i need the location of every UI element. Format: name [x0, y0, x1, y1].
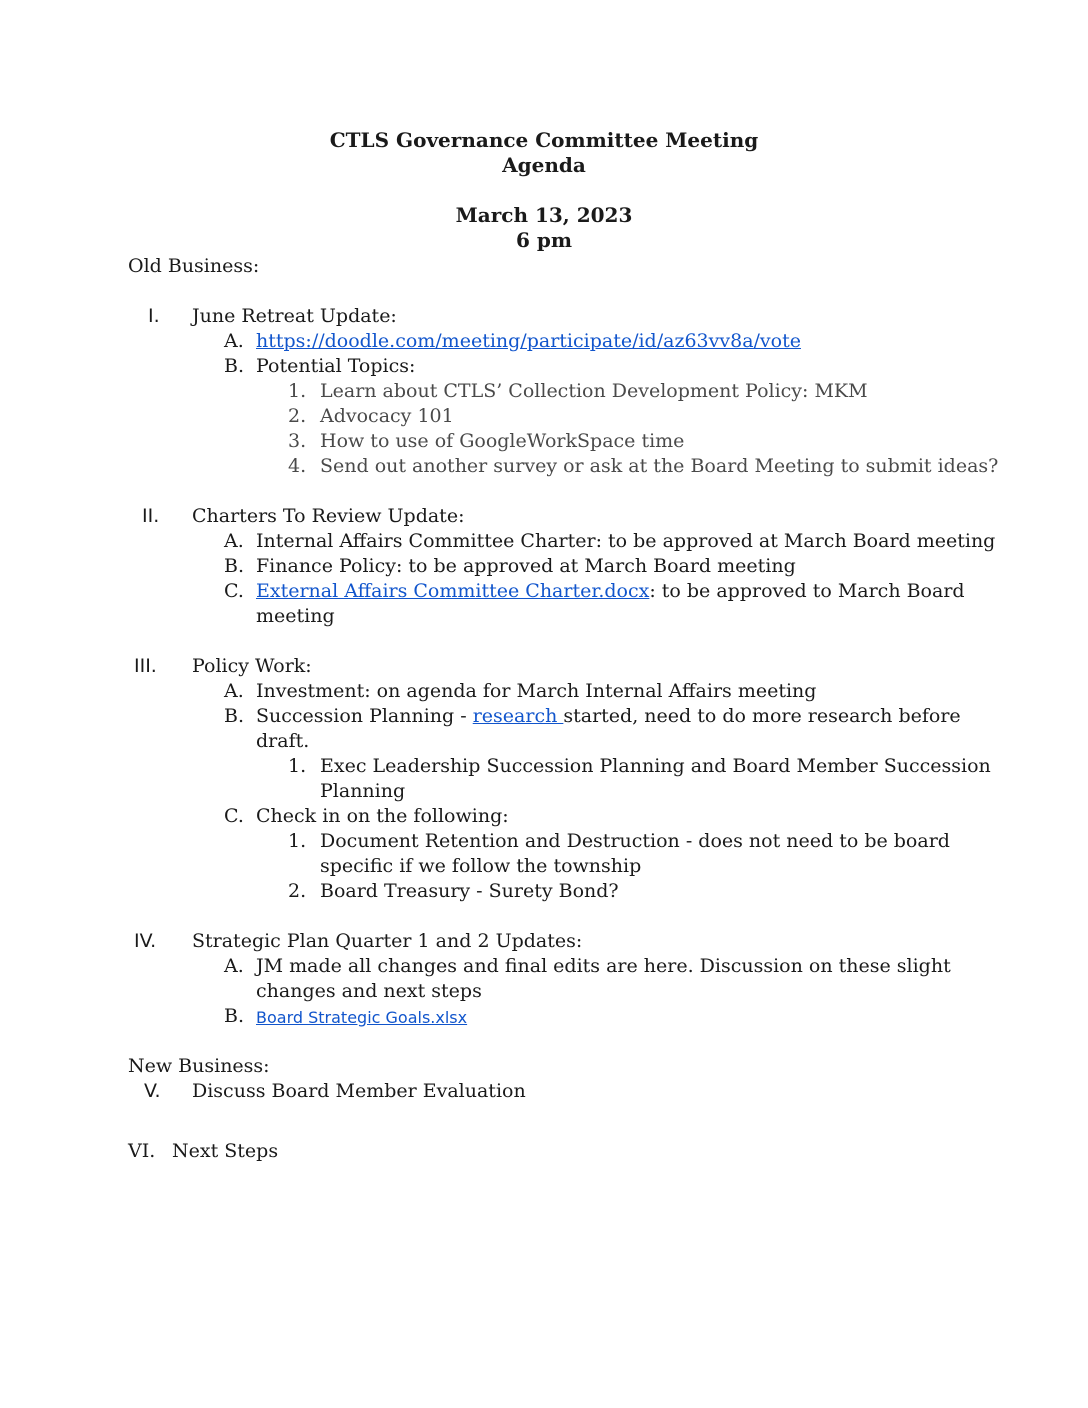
- sub-number: 1.: [288, 755, 307, 777]
- doodle-link[interactable]: https://doodle.com/meeting/participate/id/az63vv8a/vote: [256, 330, 801, 352]
- topic-number: 4.: [288, 455, 307, 477]
- item-letter: A.: [224, 955, 244, 977]
- item-letter: C.: [224, 580, 244, 602]
- item-text: Internal Affairs Committee Charter: to be approved at March Board meeting: [256, 530, 996, 552]
- section-numeral: III.: [134, 655, 157, 677]
- topic-number: 1.: [288, 380, 307, 402]
- item-letter: B.: [224, 1005, 245, 1027]
- meeting-date: March 13, 2023: [455, 203, 633, 227]
- sub-text: Board Treasury - Surety Bond?: [320, 880, 619, 902]
- page-subtitle: Agenda: [502, 153, 586, 177]
- item-text: Investment: on agenda for March Internal Affairs meeting: [256, 680, 817, 702]
- item-letter: A.: [224, 530, 244, 552]
- topic-text: Learn about CTLS’ Collection Development Policy: MKM: [320, 380, 868, 402]
- item-letter: B.: [224, 705, 245, 727]
- topic-number: 2.: [288, 405, 307, 427]
- section-title: June Retreat Update:: [192, 305, 397, 327]
- section-numeral: II.: [142, 505, 160, 527]
- sub-text: Document Retention and Destruction - does not need to be board: [320, 830, 950, 852]
- strategic-goals-link[interactable]: Board Strategic Goals.xlsx: [256, 1008, 468, 1027]
- item-letter: B.: [224, 555, 245, 577]
- item-text-continued: draft.: [256, 730, 310, 752]
- item-text: Check in on the following:: [256, 805, 509, 827]
- item-text-continued: meeting: [256, 605, 335, 627]
- external-affairs-charter-link[interactable]: External Affairs Committee Charter.docx: [256, 580, 650, 602]
- section-title: Discuss Board Member Evaluation: [192, 1080, 526, 1102]
- section-title: Strategic Plan Quarter 1 and 2 Updates:: [192, 930, 583, 952]
- new-business-heading: New Business:: [128, 1055, 270, 1077]
- section-title: Policy Work:: [192, 655, 312, 677]
- research-link[interactable]: research: [472, 705, 564, 727]
- sub-text-continued: specific if we follow the township: [320, 855, 642, 877]
- section-title: Charters To Review Update:: [192, 505, 465, 527]
- sub-text-continued: Planning: [320, 780, 406, 802]
- section-numeral: V.: [144, 1080, 161, 1102]
- item-letter: C.: [224, 805, 244, 827]
- sub-text: Exec Leadership Succession Planning and Board Member Succession: [320, 755, 991, 777]
- item-text: Finance Policy: to be approved at March Board meeting: [256, 555, 796, 577]
- item-letter: A.: [224, 680, 244, 702]
- topic-text: How to use of GoogleWorkSpace time: [320, 430, 685, 452]
- section-numeral: VI.: [128, 1140, 156, 1162]
- topic-number: 3.: [288, 430, 307, 452]
- item-text: JM made all changes and final edits are here. Discussion on these slight: [256, 955, 951, 977]
- section-numeral: I.: [148, 305, 160, 327]
- section-numeral: IV.: [134, 930, 157, 952]
- item-letter: A.: [224, 330, 244, 352]
- page-title: CTLS Governance Committee Meeting: [329, 128, 759, 152]
- item-text: started, need to do more research before: [563, 705, 961, 727]
- old-business-heading: Old Business:: [128, 255, 260, 277]
- sub-number: 1.: [288, 830, 307, 852]
- sub-number: 2.: [288, 880, 307, 902]
- item-text: Potential Topics:: [256, 355, 416, 377]
- topic-text: Send out another survey or ask at the Board Meeting to submit ideas?: [320, 455, 999, 477]
- topic-text: Advocacy 101: [320, 405, 454, 427]
- section-title: Next Steps: [172, 1140, 279, 1162]
- meeting-time: 6 pm: [515, 228, 573, 252]
- item-letter: B.: [224, 355, 245, 377]
- item-text: Succession Planning -: [256, 705, 473, 727]
- item-text-continued: changes and next steps: [256, 980, 482, 1002]
- item-text: : to be approved to March Board: [649, 580, 965, 602]
